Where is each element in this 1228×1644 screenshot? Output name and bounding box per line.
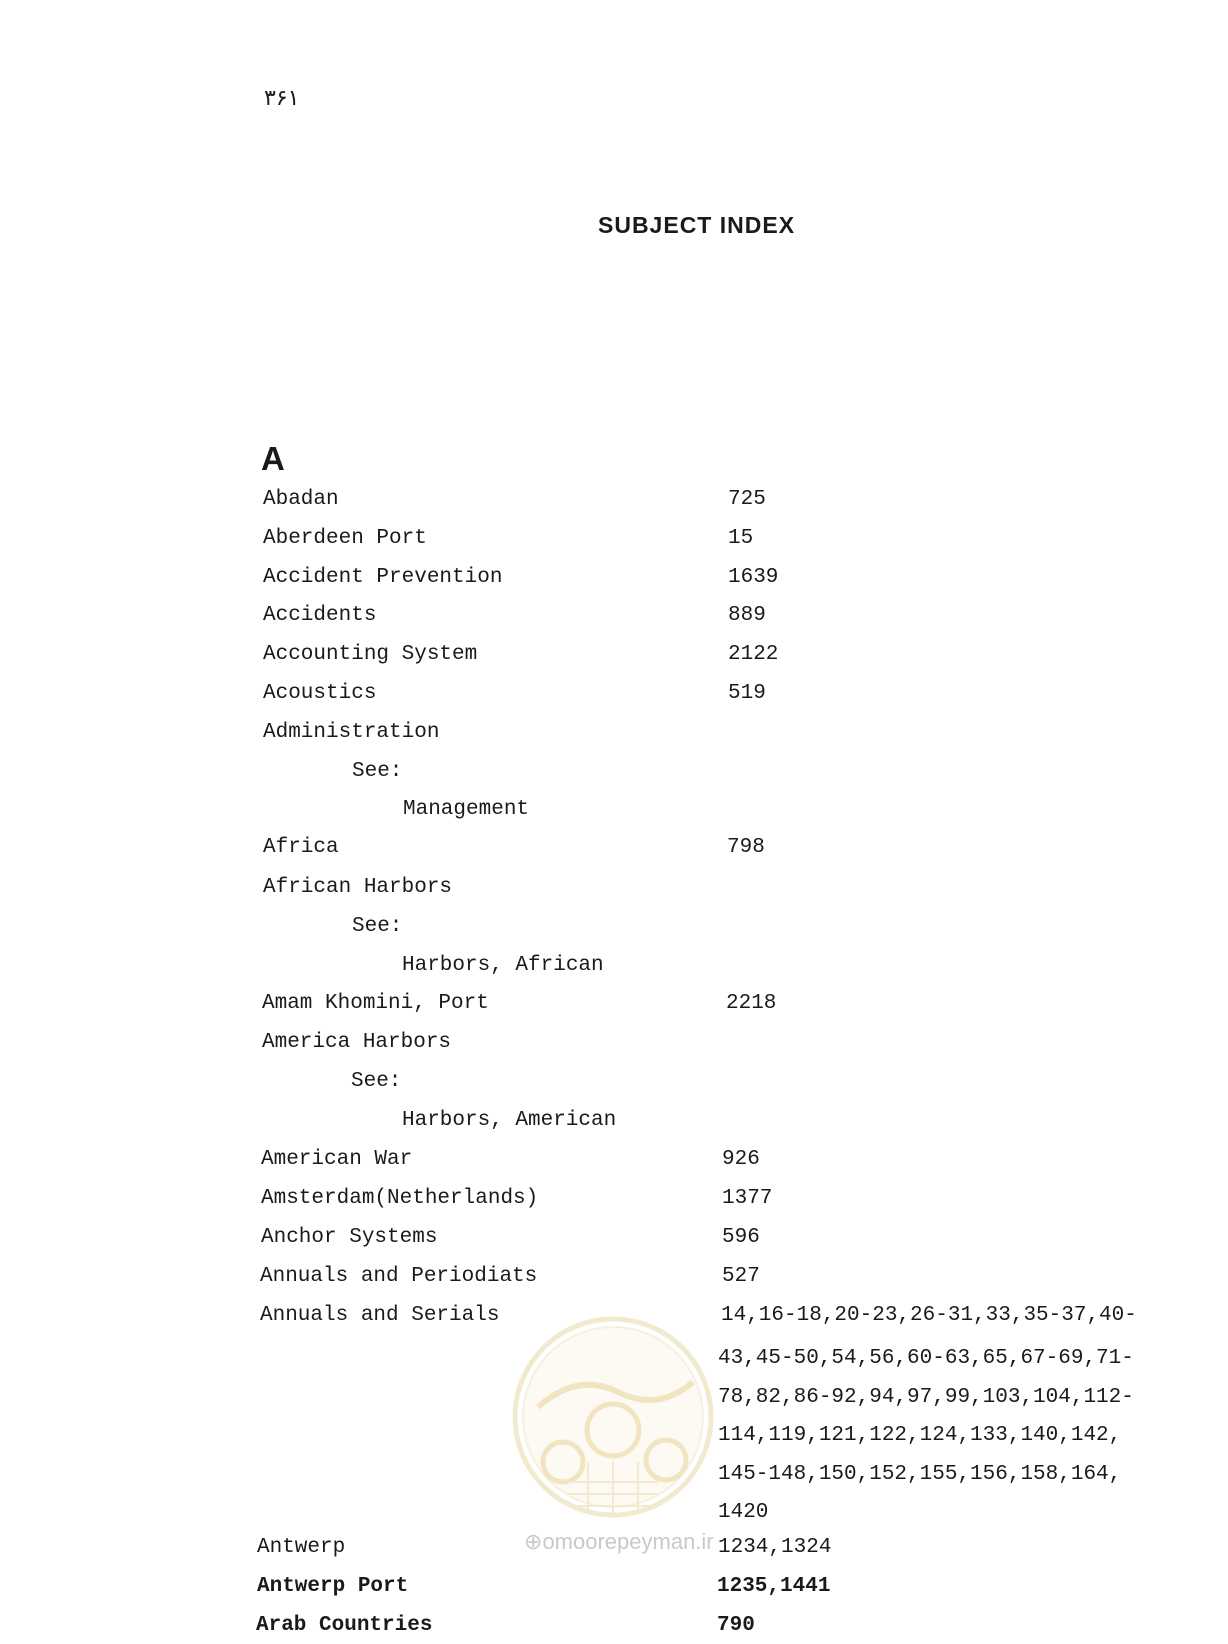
index-entry	[0, 794, 1228, 826]
index-entry	[0, 562, 1228, 594]
entry-term: Administration	[263, 721, 440, 744]
entry-pages: 2122	[728, 643, 779, 666]
index-entry	[0, 1144, 1228, 1176]
entry-term: Abadan	[263, 488, 339, 511]
entry-pages: 527	[722, 1265, 760, 1288]
watermark-site-text	[524, 1529, 714, 1555]
entry-term: African Harbors	[263, 876, 453, 899]
entry-term: Antwerp	[257, 1536, 346, 1559]
entry-term: Accounting System	[263, 643, 478, 666]
entry-pages: 596	[722, 1226, 760, 1249]
entry-term: Arab Countries	[256, 1614, 433, 1637]
see-label: See:	[352, 760, 403, 783]
index-entry	[0, 1183, 1228, 1215]
entry-term: Accidents	[263, 604, 377, 627]
watermark-logo-icon	[508, 1312, 718, 1522]
page-title: SUBJECT INDEX	[598, 212, 796, 238]
entry-term: American War	[261, 1148, 413, 1171]
entry-term: Annuals and Serials	[260, 1304, 500, 1327]
see-label: See:	[352, 915, 403, 938]
index-entry	[0, 988, 1228, 1020]
entry-term: Acoustics	[263, 682, 377, 705]
continuation-line: 43,45-50,54,56,60-63,65,67-69,71-	[718, 1347, 1134, 1370]
see-label: See:	[351, 1070, 402, 1093]
entry-pages: 2218	[726, 992, 777, 1015]
entry-term: America Harbors	[262, 1031, 452, 1054]
entry-term: Amam Khomini, Port	[262, 992, 489, 1015]
index-entry	[0, 950, 1228, 982]
entry-pages: 725	[728, 488, 766, 511]
continuation-line: 1420	[718, 1501, 769, 1525]
entry-pages: 1235,1441	[717, 1575, 831, 1598]
entry-term: Accident Prevention	[263, 566, 503, 589]
at-icon: ⊕	[524, 1529, 543, 1554]
entry-pages: 790	[717, 1614, 755, 1637]
continuation-line: 78,82,86-92,94,97,99,103,104,112-	[718, 1385, 1134, 1409]
entry-pages: 1377	[722, 1187, 773, 1210]
entry-pages: 15	[728, 527, 754, 550]
entry-term: Amsterdam(Netherlands)	[261, 1187, 539, 1210]
annuals-serials-continuation	[718, 1340, 1134, 1533]
watermark-site: omoorepeyman.ir	[542, 1529, 714, 1554]
index-entry	[0, 832, 1228, 864]
see-target: Management	[403, 798, 530, 821]
entry-pages: 519	[728, 682, 766, 705]
index-entry	[0, 1105, 1228, 1137]
index-entry	[0, 1261, 1228, 1293]
see-target: Harbors, American	[402, 1109, 617, 1132]
index-entry	[0, 756, 1228, 788]
entry-term: Antwerp Port	[257, 1575, 409, 1598]
index-entry	[0, 1610, 1228, 1642]
page-number: ۳۶۱	[264, 86, 300, 111]
entry-pages: 926	[722, 1148, 760, 1171]
index-entry	[0, 717, 1228, 749]
entry-term: Aberdeen Port	[263, 527, 427, 550]
entry-term: Anchor Systems	[261, 1226, 438, 1249]
entry-term: Africa	[263, 836, 339, 859]
index-entry	[0, 1571, 1228, 1603]
entry-pages: 798	[727, 836, 765, 859]
entry-pages: 889	[728, 604, 766, 627]
index-entry	[0, 1222, 1228, 1254]
continuation-line: 114,119,121,122,124,133,140,142,	[718, 1424, 1122, 1448]
see-target: Harbors, African	[402, 954, 604, 977]
index-entry	[0, 1066, 1228, 1098]
entry-pages: 1639	[728, 566, 779, 589]
section-letter: A	[261, 440, 285, 477]
index-entry	[0, 1027, 1228, 1059]
index-entry	[0, 523, 1228, 555]
index-entry	[0, 911, 1228, 943]
continuation-line: 145-148,150,152,155,156,158,164,	[718, 1462, 1122, 1486]
index-entry	[0, 639, 1228, 671]
index-entry	[0, 600, 1228, 632]
entry-pages: 1234,1324	[718, 1536, 832, 1559]
index-entry	[0, 872, 1228, 904]
index-entry	[0, 678, 1228, 710]
entry-pages: 14,16-18,20-23,26-31,33,35-37,40-	[721, 1304, 1137, 1327]
index-entry	[0, 484, 1228, 516]
entry-term: Annuals and Periodiats	[260, 1265, 538, 1288]
